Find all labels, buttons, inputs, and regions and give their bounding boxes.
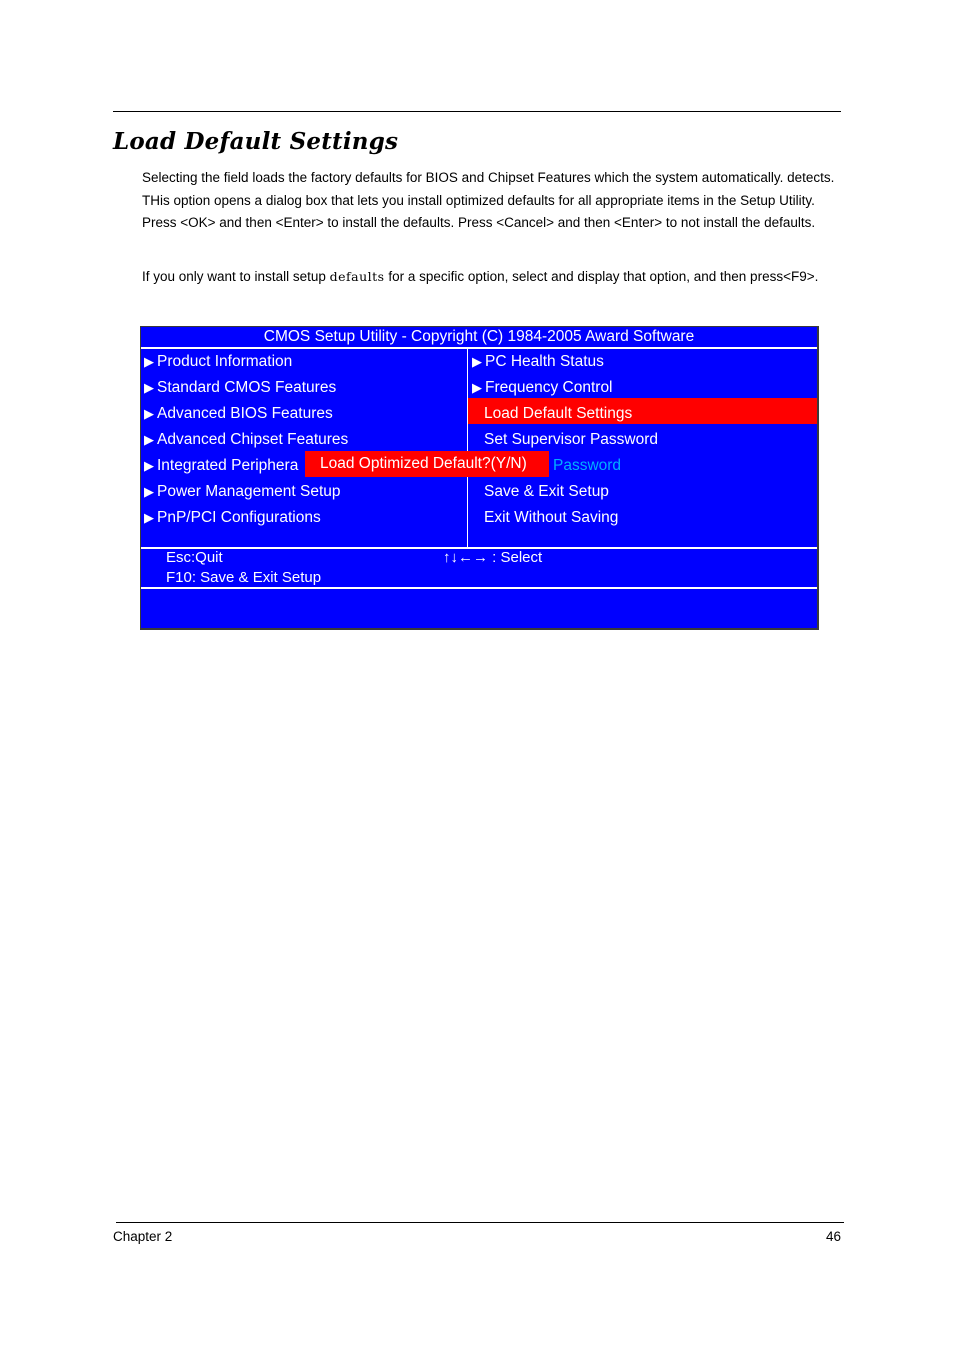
submenu-arrow-icon: ▶: [144, 458, 154, 473]
submenu-arrow-icon: ▶: [144, 484, 154, 499]
submenu-arrow-icon: ▶: [144, 406, 154, 421]
description-paragraph: Selecting the field loads the factory defaults for BIOS and Chipset Features which the system automatically. detects. THis option opens a dialog box that lets you install optimized defaults for all appropriate items in the Setup Utility. Press <OK> and then <Enter> to install the defaults. Press <Cancel> and then <Enter> to not install the defaults.: [142, 170, 835, 230]
menu-item-product-information[interactable]: ▶ Product Information: [144, 349, 292, 375]
submenu-arrow-icon: ▶: [472, 354, 482, 369]
menu-item-exit-without-saving[interactable]: Exit Without Saving: [484, 509, 619, 526]
menu-item-standard-cmos[interactable]: ▶ Standard CMOS Features: [144, 375, 336, 401]
esc-quit-hint: Esc:Quit: [166, 549, 223, 566]
load-optimized-default-dialog[interactable]: Load Optimized Default?(Y/N): [305, 451, 549, 477]
menu-item-advanced-chipset[interactable]: ▶ Advanced Chipset Features: [144, 427, 348, 453]
paragraph-mono-text: defaults: [329, 269, 385, 284]
bios-screenshot: [140, 326, 819, 630]
f10-save-hint: F10: Save & Exit Setup: [166, 569, 322, 586]
menu-item-save-exit[interactable]: Save & Exit Setup: [484, 483, 609, 500]
paragraph-text: for a specific option, select and display that option, and then press<F9>.: [384, 269, 819, 284]
menu-item-set-supervisor-password[interactable]: Set Supervisor Password: [484, 431, 659, 448]
select-hint: ↑↓←→ : Select: [443, 549, 543, 566]
menu-item-pc-health[interactable]: ▶ PC Health Status: [472, 349, 604, 375]
menu-item-load-default-settings[interactable]: Load Default Settings: [484, 405, 633, 422]
chapter-label: Chapter 2: [113, 1229, 173, 1244]
paragraph-text: If you only want to install setup: [142, 269, 330, 284]
page-title: Load Default Settings: [113, 128, 399, 155]
f9-paragraph: [142, 266, 842, 289]
menu-item-advanced-bios[interactable]: ▶ Advanced BIOS Features: [144, 401, 333, 427]
header-rule: [113, 111, 841, 112]
divider: [141, 587, 817, 589]
submenu-arrow-icon: ▶: [144, 354, 154, 369]
footer-rule: [116, 1222, 844, 1223]
divider: [467, 348, 468, 548]
bios-title: CMOS Setup Utility - Copyright (C) 1984-2005 Award Software: [263, 328, 695, 345]
submenu-arrow-icon: ▶: [144, 510, 154, 525]
menu-item-pnp-pci[interactable]: ▶ PnP/PCI Configurations: [144, 505, 321, 531]
menu-item-integrated-peripherals[interactable]: ▶ Integrated Periphera: [144, 453, 298, 479]
page-number: 46: [825, 1229, 841, 1244]
submenu-arrow-icon: ▶: [472, 380, 482, 395]
menu-item-frequency-control[interactable]: ▶ Frequency Control: [472, 375, 613, 401]
submenu-arrow-icon: ▶: [144, 380, 154, 395]
menu-item-power-management[interactable]: ▶ Power Management Setup: [144, 479, 341, 505]
submenu-arrow-icon: ▶: [144, 432, 154, 447]
menu-item-password[interactable]: Password: [553, 457, 622, 474]
